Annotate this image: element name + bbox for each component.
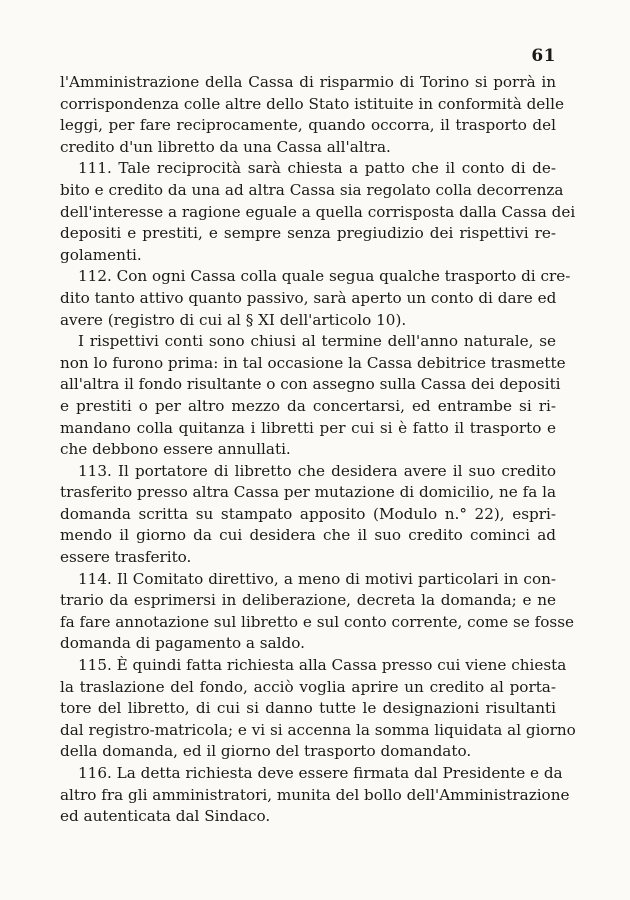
text-line: tore del libretto, di cui si danno tutte le designazioni risultanti	[60, 699, 556, 718]
text-line: 111. Tale reciprocità sarà chiesta a patto che il conto di de-	[78, 159, 556, 178]
text-line: leggi, per fare reciprocamente, quando occorra, il trasporto del	[60, 116, 556, 135]
text-line: altro fra gli amministratori, munita del bollo dell'Amministrazione	[60, 785, 570, 804]
text-line: essere trasferito.	[60, 548, 192, 567]
text-line: la traslazione del fondo, acciò voglia aprire un credito al porta-	[60, 677, 556, 696]
text-line: bito e credito da una ad altra Cassa sia regolato colla decorrenza	[60, 180, 564, 199]
text-line: 112. Con ogni Cassa colla quale segua qualche trasporto di cre-	[78, 267, 571, 286]
text-line: che debbono essere annullati.	[60, 440, 291, 459]
body-text	[60, 72, 576, 828]
page-number: 61	[531, 46, 556, 66]
text-line: I rispettivi conti sono chiusi al termine dell'anno naturale, se	[78, 332, 556, 351]
article-116	[60, 763, 570, 828]
text-line: e prestiti o per altro mezzo da concertarsi, ed entrambe si ri-	[60, 396, 556, 415]
text-line: domanda di pagamento a saldo.	[60, 634, 305, 653]
text-line: 116. La detta richiesta deve essere firmata dal Presidente e da	[78, 764, 563, 782]
text-line: depositi e prestiti, e sempre senza pregiudizio dei rispettivi re-	[60, 224, 556, 243]
text-line: non lo furono prima: in tal occasione la Cassa debitrice trasmette	[60, 353, 566, 372]
text-line: 115. È quindi fatta richiesta alla Cassa presso cui viene chiesta	[78, 656, 567, 675]
text-line: golamenti.	[60, 245, 142, 264]
text-line: credito d'un libretto da una Cassa all'altra.	[60, 137, 391, 156]
text-line: della domanda, ed il giorno del trasporto domandato.	[60, 742, 472, 761]
text-line: trario da esprimersi in deliberazione, decreta la domanda; e ne	[60, 591, 556, 610]
article-115	[60, 655, 576, 763]
article-113	[60, 461, 556, 569]
text-line: trasferito presso altra Cassa per mutazione di domicilio, ne fa la	[60, 483, 557, 502]
text-line: all'altra il fondo risultante o con assegno sulla Cassa dei depositi	[60, 375, 561, 394]
text-line: domanda scritta su stampato apposito (Modulo n.° 22), espri-	[60, 504, 556, 523]
text-line: ed autenticata dal Sindaco.	[60, 807, 271, 826]
article-111	[60, 158, 576, 266]
text-line: fa fare annotazione sul libretto e sul conto corrente, come se fosse	[60, 612, 574, 631]
paragraph-continuation	[60, 72, 564, 158]
text-line: dal registro-matricola; e vi si accenna la somma liquidata al giorno	[60, 720, 576, 739]
text-line: avere (registro di cui al § XI dell'articolo 10).	[60, 310, 407, 329]
text-line: dito tanto attivo quanto passivo, sarà aperto un conto di dare ed	[60, 288, 557, 307]
text-line: 113. Il portatore di libretto che desidera avere il suo credito	[78, 461, 556, 480]
text-line: l'Amministrazione della Cassa di risparmio di Torino si porrà in	[60, 73, 556, 91]
text-line: mandano colla quitanza i libretti per cui si è fatto il trasporto e	[60, 418, 556, 437]
article-112-continuation	[60, 331, 566, 461]
article-112	[60, 266, 571, 331]
article-114	[60, 569, 574, 655]
text-line: 114. Il Comitato direttivo, a meno di motivi particolari in con-	[78, 569, 556, 588]
text-line: dell'interesse a ragione eguale a quella corrisposta dalla Cassa dei	[60, 202, 576, 221]
text-line: corrispondenza colle altre dello Stato istituite in conformità delle	[60, 94, 564, 113]
text-line: mendo il giorno da cui desidera che il suo credito cominci ad	[60, 526, 556, 545]
